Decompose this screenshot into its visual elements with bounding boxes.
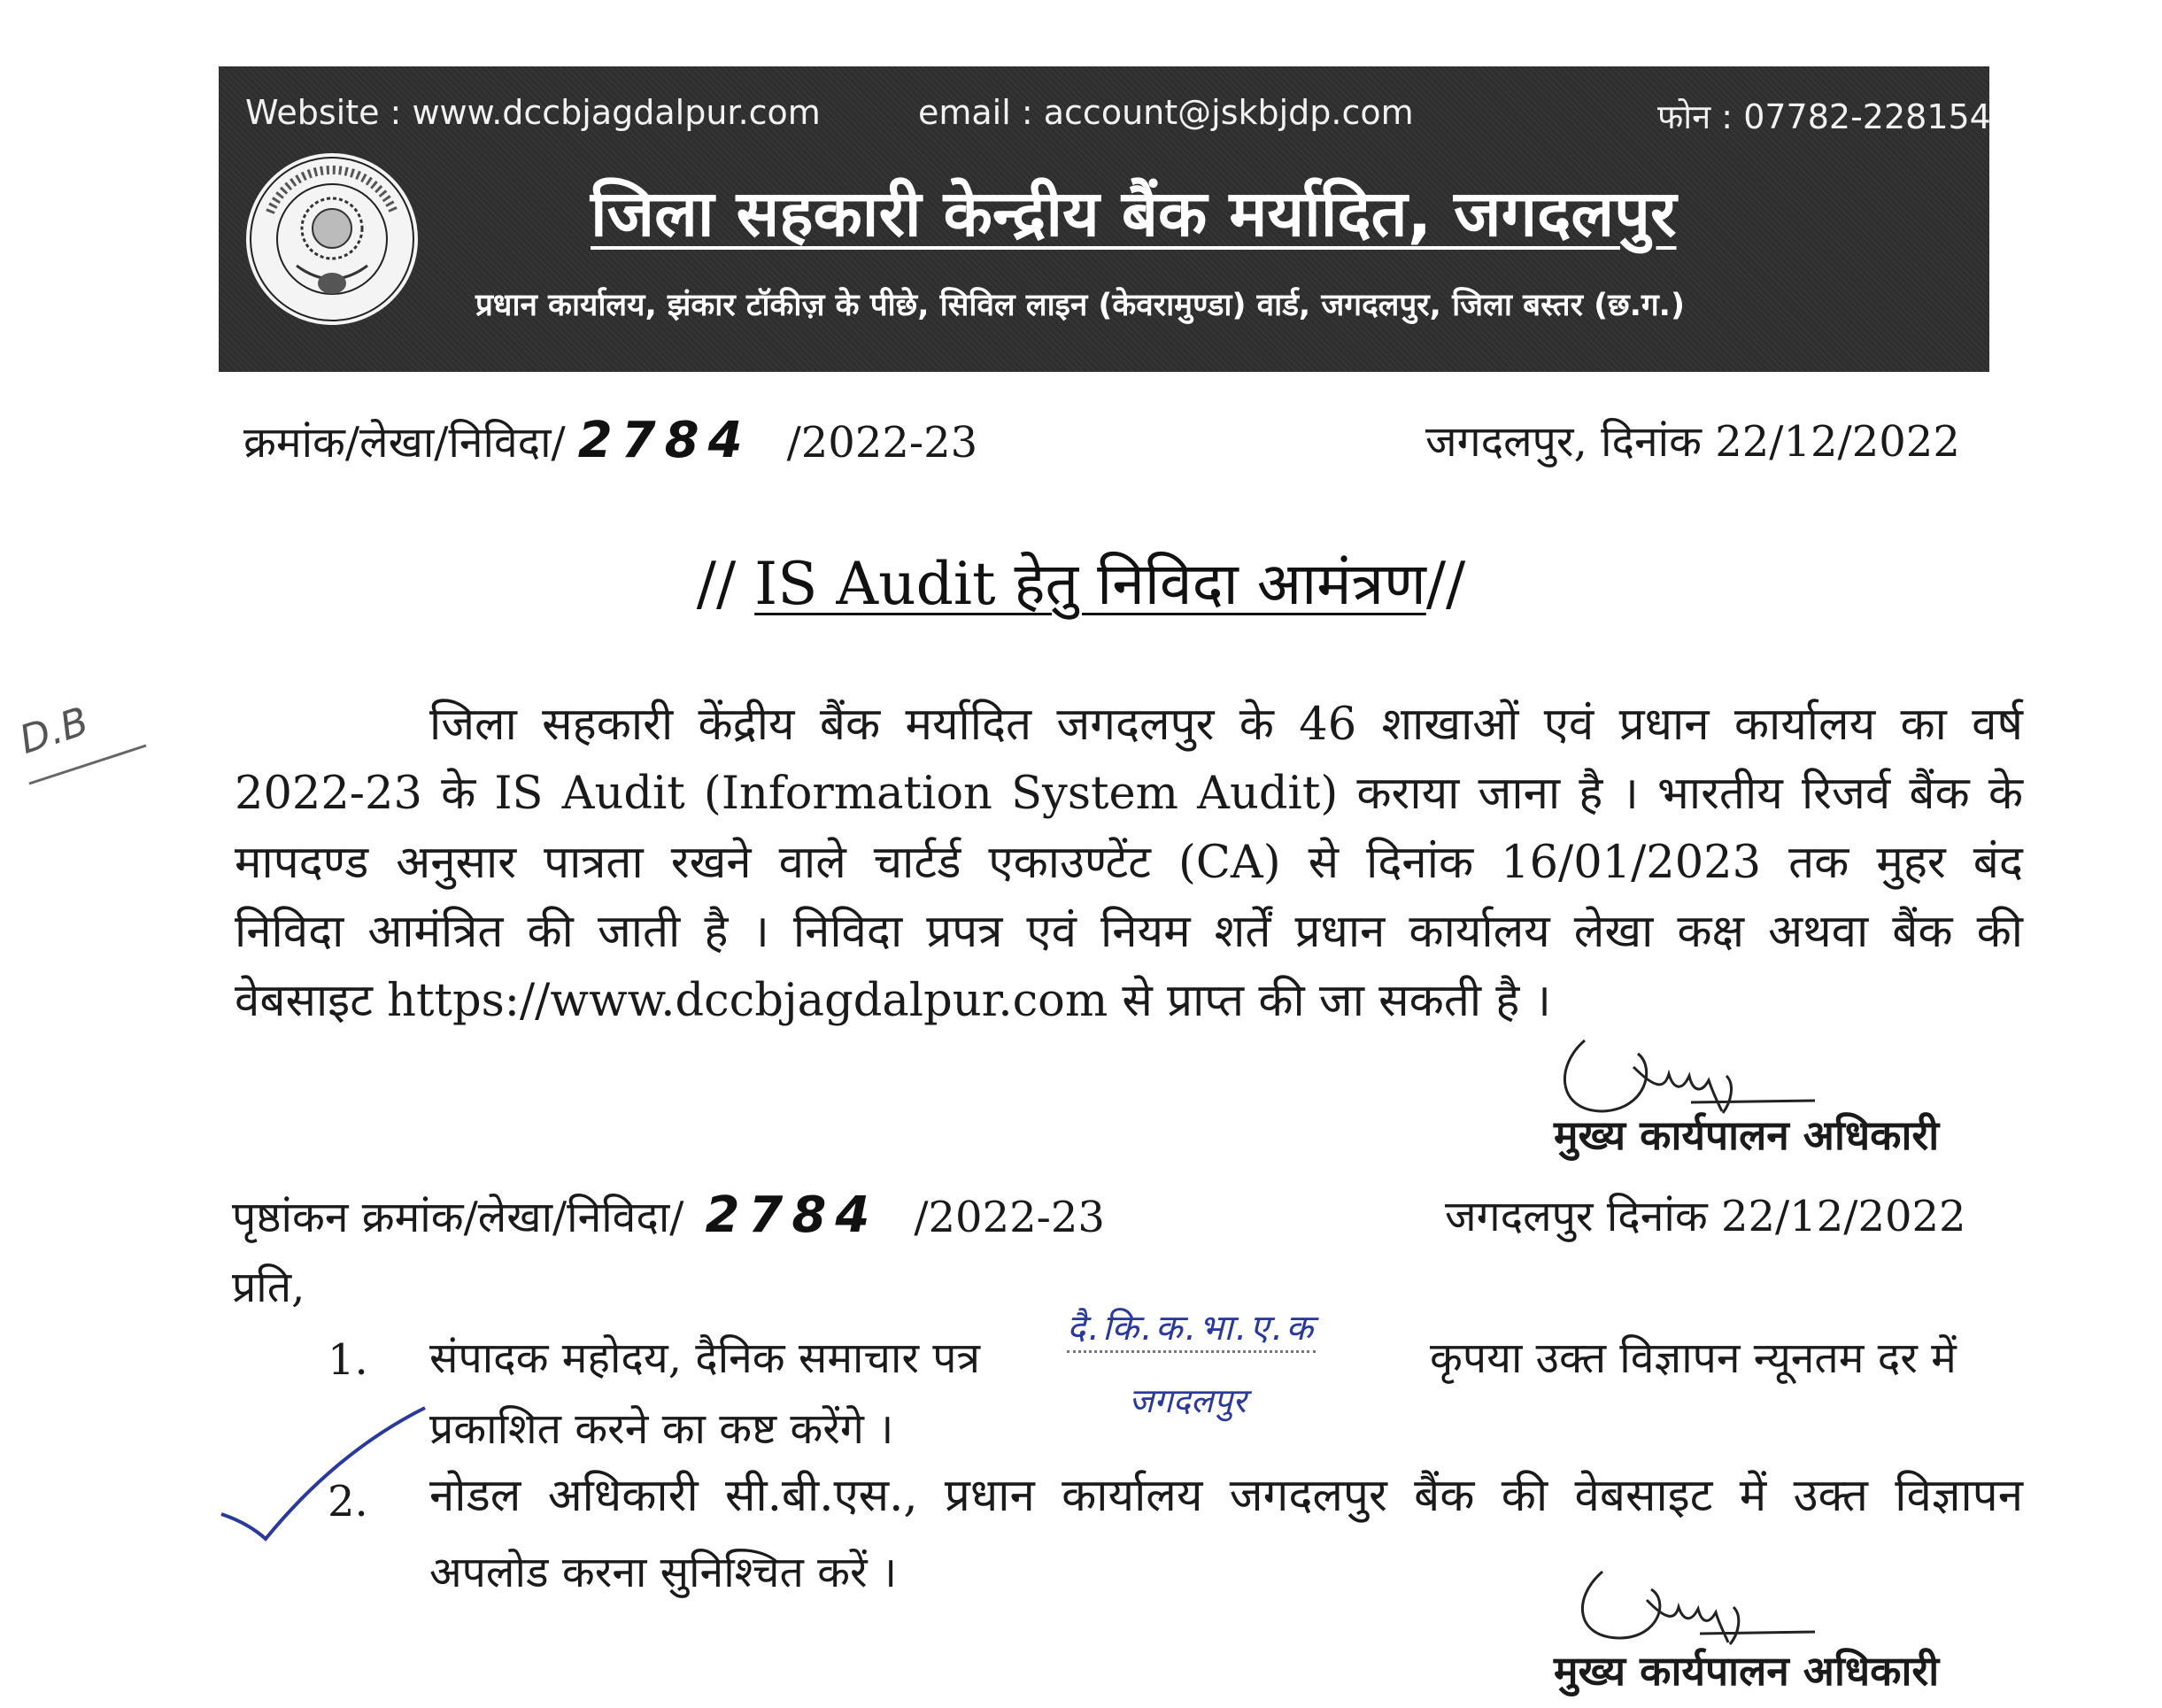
item-1-line-1-start: संपादक महोदय, दैनिक समाचार पत्र (429, 1333, 981, 1383)
endorsement-reference-line (232, 1186, 1105, 1245)
title-open-slashes: // (696, 550, 755, 618)
phone-text: फोन : 07782-228154 (1657, 97, 1991, 136)
body-line-4: निविदा आमंत्रित की जाती है । निविदा प्रपत्र एवं नियम शर्तें प्रधान कार्यालय लेखा कक्ष अथवा बैंक की (235, 906, 2023, 958)
addressee-label: प्रति, (232, 1263, 305, 1312)
item-1-line-1-end: कृपया उक्त विज्ञापन न्यूनतम दर में (1430, 1333, 1957, 1383)
body-line-1: जिला सहकारी केंद्रीय बैंक मर्यादित जगदलपुर के 46 शाखाओं एवं प्रधान कार्यालय का वर्ष (429, 699, 2023, 751)
body-line-2: 2022-23 के IS Audit (Information System Audit) कराया जाना है । भारतीय रिजर्व बैंक के (235, 768, 2023, 820)
email-text: email : account@jskbjdp.com (918, 93, 1414, 132)
endorsement-year: /2022-23 (914, 1193, 1105, 1242)
item-1-line-2: प्रकाशित करने का कष्ट करेंगे । (429, 1404, 894, 1454)
letterhead-banner (219, 66, 1989, 372)
item-1-handwritten-city: जगदलपुर (1129, 1381, 1247, 1420)
bank-address: प्रधान कार्यालय, झंकार टॉकीज़ के पीछे, सिविल लाइन (केवरामुण्डा) वार्ड, जगदलपुर, जिला बस्तर (छ.ग.) (475, 288, 1685, 323)
website-text: Website : www.dccbjagdalpur.com (245, 93, 821, 132)
item-2-line-1: नोडल अधिकारी सी.बी.एस., प्रधान कार्यालय जगदलपुर बैंक की वेबसाइट में उक्त विज्ञापन (429, 1470, 2023, 1522)
bank-name-heading: जिला सहकारी केन्द्रीय बैंक मर्यादित, जगदलपुर (591, 176, 1677, 251)
item-1-number: 1. (328, 1335, 368, 1385)
title-close-slashes: // (1425, 550, 1466, 618)
margin-initials: D.B (14, 699, 95, 763)
margin-underline-stroke (22, 726, 155, 797)
notice-title (0, 542, 2162, 622)
item-1-handwritten-newspaper: दै.कि.क.भा.ए.क (1067, 1302, 1316, 1353)
designation-2: मुख्य कार्यपालन अधिकारी (1554, 1647, 1940, 1695)
body-line-5: वेबसाइट https://www.dccbjagdalpur.com से प्राप्त की जा सकती है । (235, 975, 1551, 1027)
bank-seal-logo (243, 151, 421, 328)
reference-year: /2022-23 (786, 418, 978, 468)
title-text: IS Audit हेतु निविदा आमंत्रण (754, 550, 1426, 618)
reference-prefix: क्रमांक/लेखा/निविदा/ (243, 418, 566, 468)
reference-line (243, 412, 977, 470)
item-2-number: 2. (328, 1477, 368, 1526)
reference-number-handwritten: 2784 (577, 412, 752, 469)
endorsement-place-date: जगदलपुर दिनांक 22/12/2022 (1445, 1192, 1966, 1241)
endorsement-prefix: पृष्ठांकन क्रमांक/लेखा/निविदा/ (232, 1193, 684, 1242)
body-line-3: मापदण्ड अनुसार पात्रता रखने वाले चार्टर्ड एकाउण्टेंट (CA) से दिनांक 16/01/2023 तक मुहर बंद (235, 837, 2023, 889)
designation-1: मुख्य कार्यपालन अधिकारी (1554, 1111, 1940, 1159)
endorsement-number-handwritten: 2784 (705, 1186, 879, 1244)
reference-place-date: जगदलपुर, दिनांक 22/12/2022 (1425, 417, 1960, 467)
item-2-line-2: अपलोड करना सुनिश्चित करें । (429, 1548, 898, 1597)
